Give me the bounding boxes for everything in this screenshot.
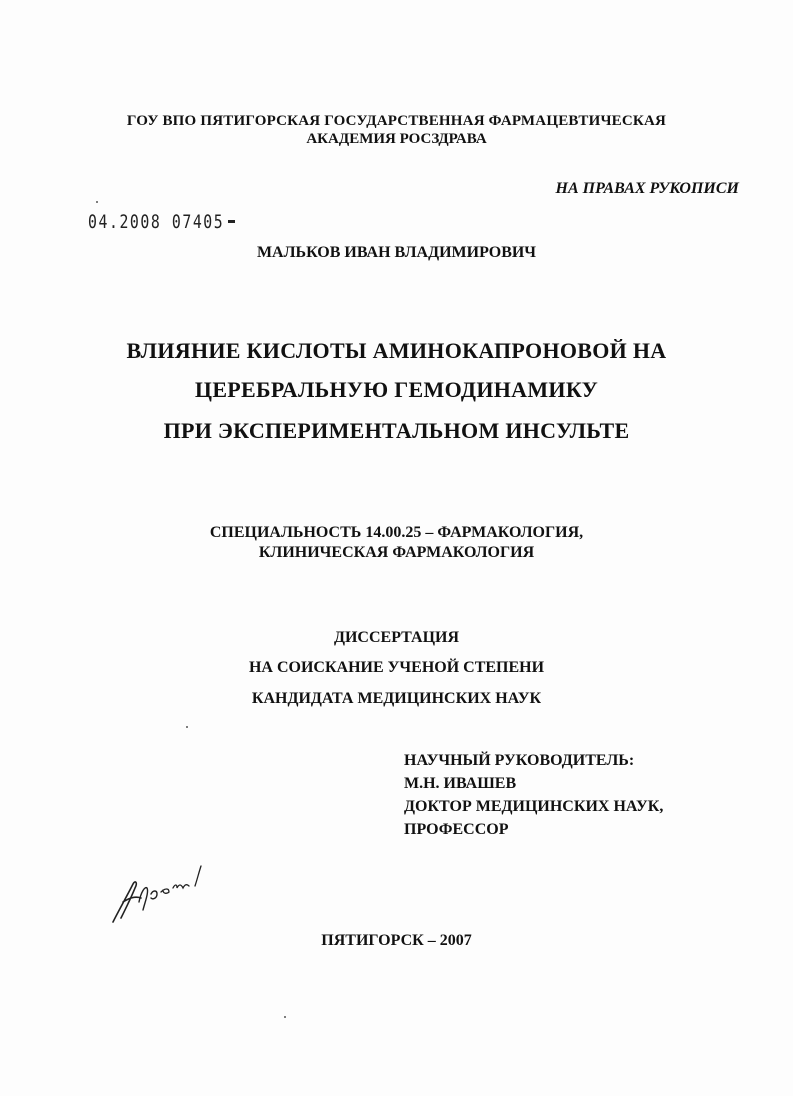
degree-name: КАНДИДАТА МЕДИЦИНСКИХ НАУК (251, 690, 542, 707)
thesis-title-line-3: ПРИ ЭКСПЕРИМЕНТАЛЬНОМ ИНСУЛЬТЕ (163, 418, 630, 443)
supervisor-title: ПРОФЕССОР (404, 821, 509, 838)
specialty-line-1: СПЕЦИАЛЬНОСТЬ 14.00.25 – ФАРМАКОЛОГИЯ, (209, 524, 584, 541)
thesis-title-line-1: ВЛИЯНИЕ КИСЛОТЫ АМИНОКАПРОНОВОЙ НА (126, 338, 667, 363)
city-and-year: ПЯТИГОРСК – 2007 (321, 932, 472, 949)
specialty-line-2: КЛИНИЧЕСКАЯ ФАРМАКОЛОГИЯ (258, 544, 535, 561)
supervisor-label: НАУЧНЫЙ РУКОВОДИТЕЛЬ: (404, 752, 635, 769)
supervisor-name: М.Н. ИВАШЕВ (404, 775, 517, 792)
manuscript-rights-note: НА ПРАВАХ РУКОПИСИ (555, 180, 739, 197)
scan-speck (96, 201, 98, 203)
degree-purpose: НА СОИСКАНИЕ УЧЕНОЙ СТЕПЕНИ (248, 659, 545, 676)
handwritten-signature (105, 858, 225, 928)
dissertation-type: ДИССЕРТАЦИЯ (333, 629, 460, 646)
scan-speck (186, 726, 188, 728)
stamp-mark (228, 220, 235, 223)
scan-speck (284, 1016, 286, 1018)
institution-line-2: АКАДЕМИЯ РОСЗДРАВА (306, 131, 487, 147)
author-name: МАЛЬКОВ ИВАН ВЛАДИМИРОВИЧ (256, 244, 537, 261)
thesis-title-line-2: ЦЕРЕБРАЛЬНУЮ ГЕМОДИНАМИКУ (194, 377, 599, 402)
supervisor-degree: ДОКТОР МЕДИЦИНСКИХ НАУК, (404, 798, 664, 815)
registration-stamp-number: 04.2008 07405 (88, 211, 225, 233)
institution-line-1: ГОУ ВПО ПЯТИГОРСКАЯ ГОСУДАРСТВЕННАЯ ФАРМАЦЕВТИЧЕСКАЯ (126, 113, 667, 129)
